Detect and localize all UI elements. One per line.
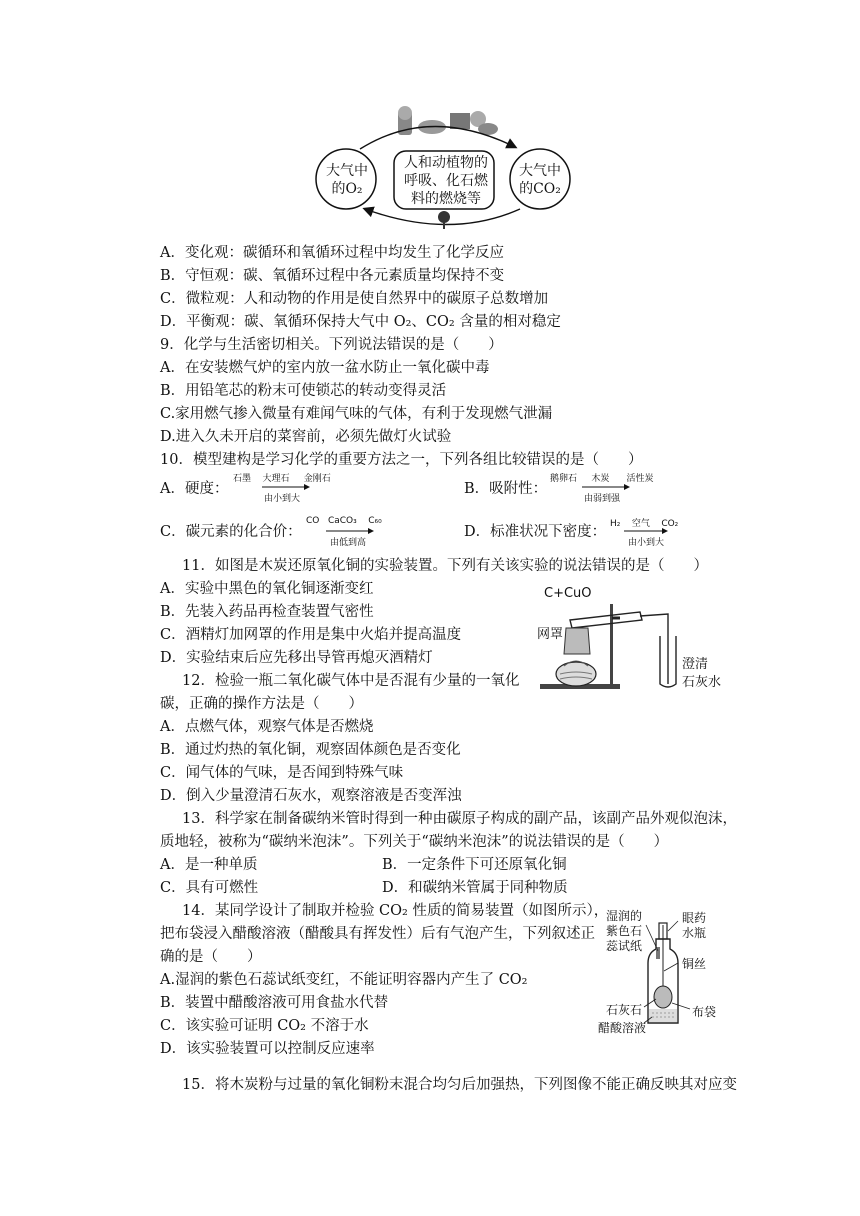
- q14-fig-stone: 石灰石: [606, 1003, 643, 1017]
- q10-a-item-1: 石墨: [233, 474, 252, 484]
- cycle-o2-line1: 大气中: [326, 163, 368, 179]
- q10-c-item-3: C₆₀: [368, 516, 382, 526]
- cycle-o2-line2: 的O₂: [331, 181, 363, 197]
- q10-c-arrow-label: 由低到高: [330, 538, 367, 548]
- q13-option-a: A．是一种单质: [160, 857, 258, 873]
- q10-option-d: [464, 522, 606, 542]
- q9-option-a: A．在安装燃气炉的室内放一盆水防止一氧化碳中毒: [160, 360, 490, 376]
- q10-b-arrow-label: 由弱到强: [584, 494, 621, 504]
- q14-fig-paper-2: 紫色石: [606, 924, 643, 938]
- q10-option-c: [160, 522, 302, 542]
- q11-fig-label-water: [682, 656, 721, 692]
- q11-fig-water-line1: 澄清: [682, 657, 709, 672]
- q10-b-arrow: [582, 484, 630, 490]
- q14-stem-1: 14．某同学设计了制取并检验 CO₂ 性质的简易装置（如图所示），: [182, 903, 609, 919]
- q10-b-item-3: 活性炭: [626, 474, 654, 484]
- q10-b-item-1: 鹅卵石: [550, 474, 578, 484]
- cycle-center-line2: 呼吸、化石燃: [404, 173, 488, 189]
- q10-a-arrow: [262, 484, 310, 490]
- q10-d-item-2: 空气: [631, 519, 650, 529]
- q12-option-a: A．点燃气体，观察气体是否燃烧: [160, 719, 374, 735]
- q10-c-label: C．碳元素的化合价：: [160, 524, 302, 540]
- q10-a-arrow-label: 由小到大: [264, 494, 301, 504]
- q10-a-item-3: 金刚石: [303, 474, 331, 484]
- q10-d-item-3: CO₂: [661, 519, 679, 529]
- q14-fig-bottle-label: [682, 911, 706, 941]
- q14-fig-bottle-1: 眼药: [682, 911, 707, 925]
- q11-fig-water-line2: 石灰水: [682, 675, 722, 690]
- cycle-co2-line2: 的CO₂: [519, 181, 561, 197]
- q9-option-c: C.家用燃气掺入微量有难闻气味的气体，有利于发现燃气泄漏: [160, 406, 553, 422]
- q10-d-label: D．标准状况下密度：: [464, 524, 607, 540]
- q10-a-item-2: 大理石: [262, 474, 290, 484]
- q10-d-arrow-label: 由小到大: [628, 538, 665, 548]
- cycle-center-line1: 人和动植物的: [404, 155, 488, 171]
- q8-option-c: C．微粒观：人和动物的作用是使自然界中的碳原子总数增加: [160, 291, 549, 307]
- q12-stem-1: 12．检验一瓶二氧化碳气体中是否混有少量的一氧化: [182, 673, 520, 689]
- q14-fig-acid: 醋酸溶液: [598, 1021, 647, 1035]
- q10-a-label: A．硬度：: [160, 481, 229, 497]
- q14-fig-bag: 布袋: [692, 1005, 717, 1019]
- q13-option-c: C．具有可燃性: [160, 880, 259, 896]
- q8-option-b: B．守恒观：碳、氧循环过程中各元素质量均保持不变: [160, 268, 505, 284]
- q10-c-item-2: CaCO₃: [327, 516, 357, 526]
- cycle-center-line3: 料的燃烧等: [411, 191, 481, 207]
- q13-option-b: B．一定条件下可还原氧化铜: [382, 857, 567, 873]
- q10-c-items: [306, 516, 382, 526]
- q13-option-d: D．和碳纳米管属于同种物质: [382, 880, 568, 896]
- cycle-co2-line1: 大气中: [519, 163, 561, 179]
- q10-d-arrow: [624, 528, 668, 534]
- q14-stem-3: 确的是（ ）: [160, 949, 262, 965]
- q11-option-c: C．酒精灯加网罩的作用是集中火焰并提高温度: [160, 627, 462, 643]
- q11-option-a: A．实验中黑色的氧化铜逐渐变红: [160, 581, 374, 597]
- q10-b-item-2: 木炭: [591, 474, 610, 484]
- q12-option-b: B．通过灼热的氧化铜，观察固体颜色是否变化: [160, 742, 461, 758]
- q12-option-d: D．倒入少量澄清石灰水，观察溶液是否变浑浊: [160, 788, 462, 804]
- q8-option-d: D．平衡观：碳、氧循环保持大气中 O₂、CO₂ 含量的相对稳定: [160, 314, 561, 330]
- q11-stem: 11．如图是木炭还原氧化铜的实验装置。下列有关该实验的说法错误的是（ ）: [182, 558, 708, 574]
- q15-stem: 15．将木炭粉与过量的氧化铜粉末混合均匀后加强热，下列图像不能正确反映其对应变: [182, 1077, 737, 1093]
- q10-a-items: [233, 471, 331, 484]
- q14-stem-2: 把布袋浸入醋酸溶液（醋酸具有挥发性）后有气泡产生，下列叙述正: [160, 926, 595, 942]
- q10-c-item-1: CO: [306, 516, 320, 526]
- q10-c-arrow: [326, 528, 374, 534]
- cycle-illustration: [398, 106, 498, 135]
- q9-option-b: B．用铅笔芯的粉末可使锁芯的转动变得灵活: [160, 383, 447, 399]
- q14-option-c: C．该实验可证明 CO₂ 不溶于水: [160, 1018, 369, 1034]
- q11-fig-label-mesh: 网罩: [537, 627, 564, 642]
- q10-d-item-1: H₂: [610, 519, 621, 529]
- q14-option-d: D．该实验装置可以控制反应速率: [160, 1041, 375, 1057]
- q10-option-b: [464, 479, 547, 499]
- q12-stem-2: 碳，正确的操作方法是（ ）: [160, 696, 363, 712]
- q14-option-b: B．装置中醋酸溶液可用食盐水代替: [160, 995, 389, 1011]
- q14-fig-wire: 铜丝: [682, 957, 707, 971]
- q11-option-d: D．实验结束后应先移出导管再熄灭酒精灯: [160, 650, 433, 666]
- q11-option-b: B．先装入药品再检查装置气密性: [160, 604, 374, 620]
- q14-fig-paper-1: 湿润的: [606, 909, 643, 923]
- q9-stem: 9．化学与生活密切相关。下列说法错误的是（ ）: [160, 337, 503, 353]
- q13-stem-2: 质地轻，被称为“碳纳米泡沫”。下列关于“碳纳米泡沫”的说法错误的是（ ）: [160, 834, 669, 850]
- q14-fig-bottle-2: 水瓶: [682, 926, 707, 940]
- q14-fig-paper-3: 蕊试纸: [606, 939, 643, 953]
- q10-b-items: [550, 471, 654, 484]
- q13-stem-1: 13．科学家在制备碳纳米管时得到一种由碳原子构成的副产品，该副产品外观似泡沫，: [182, 811, 737, 827]
- q14-option-a: A.湿润的紫色石蕊试纸变红，不能证明容器内产生了 CO₂: [160, 972, 528, 988]
- q12-option-c: C．闻气体的气味，是否闻到特殊气味: [160, 765, 404, 781]
- q10-stem: 10．模型建构是学习化学的重要方法之一，下列各组比较错误的是（ ）: [160, 452, 643, 468]
- q11-fig-label-top: C+CuO: [544, 586, 592, 601]
- q8-option-a: A．变化观：碳循环和氧循环过程中均发生了化学反应: [160, 245, 504, 261]
- q10-b-label: B．吸附性：: [464, 481, 548, 497]
- q14-fig-paper-label: [606, 909, 642, 954]
- q9-option-d: D.进入久未开启的菜窖前，必须先做灯火试验: [160, 429, 452, 445]
- q10-option-a: [160, 479, 228, 499]
